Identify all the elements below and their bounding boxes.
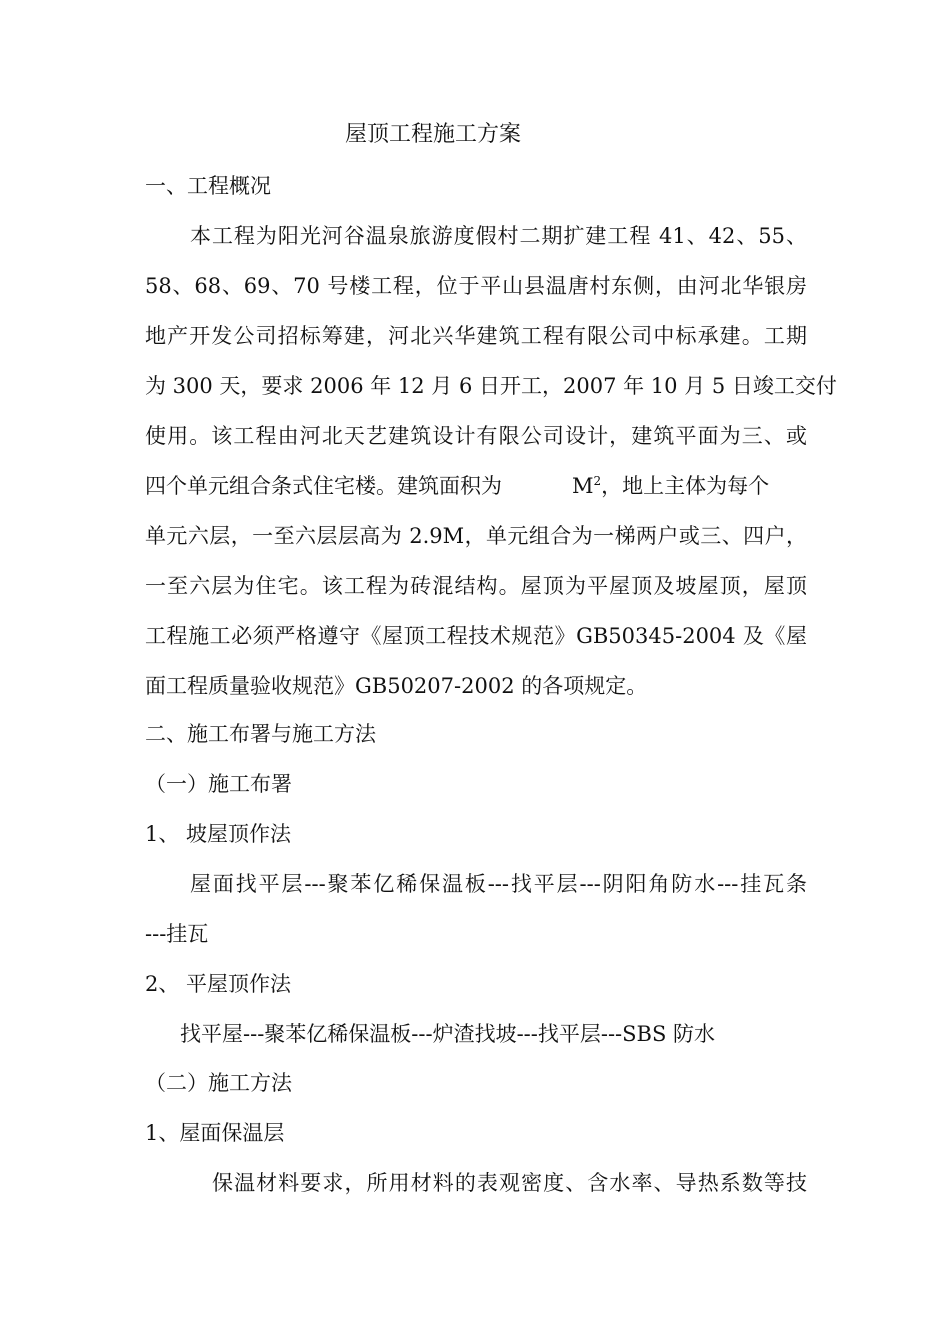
- section-heading-overview: 一、工程概况: [145, 174, 271, 198]
- paragraph-line: [145, 471, 769, 501]
- area-unit: M: [572, 474, 594, 498]
- paragraph-line: 单元六层，一至六层层高为 2.9M，单元组合为一梯两户或三、四户，: [145, 524, 807, 548]
- item-heading-slope-roof: 1、 坡屋顶作法: [145, 822, 292, 846]
- area-label: 四个单元组合条式住宅楼。建筑面积为: [145, 474, 502, 498]
- paragraph-line: 本工程为阳光河谷温泉旅游度假村二期扩建工程 41、42、55、: [190, 224, 807, 248]
- method-heading-insulation: 1、屋面保温层: [145, 1121, 285, 1145]
- paragraph-line: 使用。该工程由河北天艺建筑设计有限公司设计，建筑平面为三、或: [145, 424, 807, 448]
- subsection-heading-methods: （二）施工方法: [145, 1071, 292, 1095]
- item-heading-flat-roof: 2、 平屋顶作法: [145, 972, 292, 996]
- section-heading-methods: 二、施工布署与施工方法: [145, 722, 376, 746]
- item-text-slope-roof: 屋面找平层---聚苯亿稀保温板---找平层---阴阳角防水---挂瓦条: [190, 872, 807, 896]
- paragraph-line: 为 300 天，要求 2006 年 12 月 6 日开工，2007 年 10 月 5 日竣工交付: [145, 374, 837, 398]
- paragraph-line: 面工程质量验收规范》GB50207-2002 的各项规定。: [145, 674, 648, 698]
- method-text-insulation: 保温材料要求，所用材料的表观密度、含水率、导热系数等技: [212, 1171, 807, 1195]
- area-unit-superscript: 2: [593, 474, 602, 488]
- page-title: 屋顶工程施工方案: [345, 122, 522, 147]
- paragraph-line: 工程施工必须严格遵守《屋顶工程技术规范》GB50345-2004 及《屋: [145, 624, 807, 648]
- paragraph-line: 地产开发公司招标筹建，河北兴华建筑工程有限公司中标承建。工期: [145, 324, 807, 348]
- subsection-heading-layout: （一）施工布署: [145, 772, 292, 796]
- paragraph-line: 58、68、69、70 号楼工程，位于平山县温唐村东侧，由河北华银房: [145, 274, 807, 298]
- item-text-slope-roof-cont: ---挂瓦: [145, 922, 209, 946]
- paragraph-line: 一至六层为住宅。该工程为砖混结构。屋顶为平屋顶及坡屋顶，屋顶: [145, 574, 807, 598]
- item-text-flat-roof: 找平屋---聚苯亿稀保温板---炉渣找坡---找平层---SBS 防水: [180, 1022, 716, 1046]
- area-remainder: ，地上主体为每个: [601, 474, 770, 498]
